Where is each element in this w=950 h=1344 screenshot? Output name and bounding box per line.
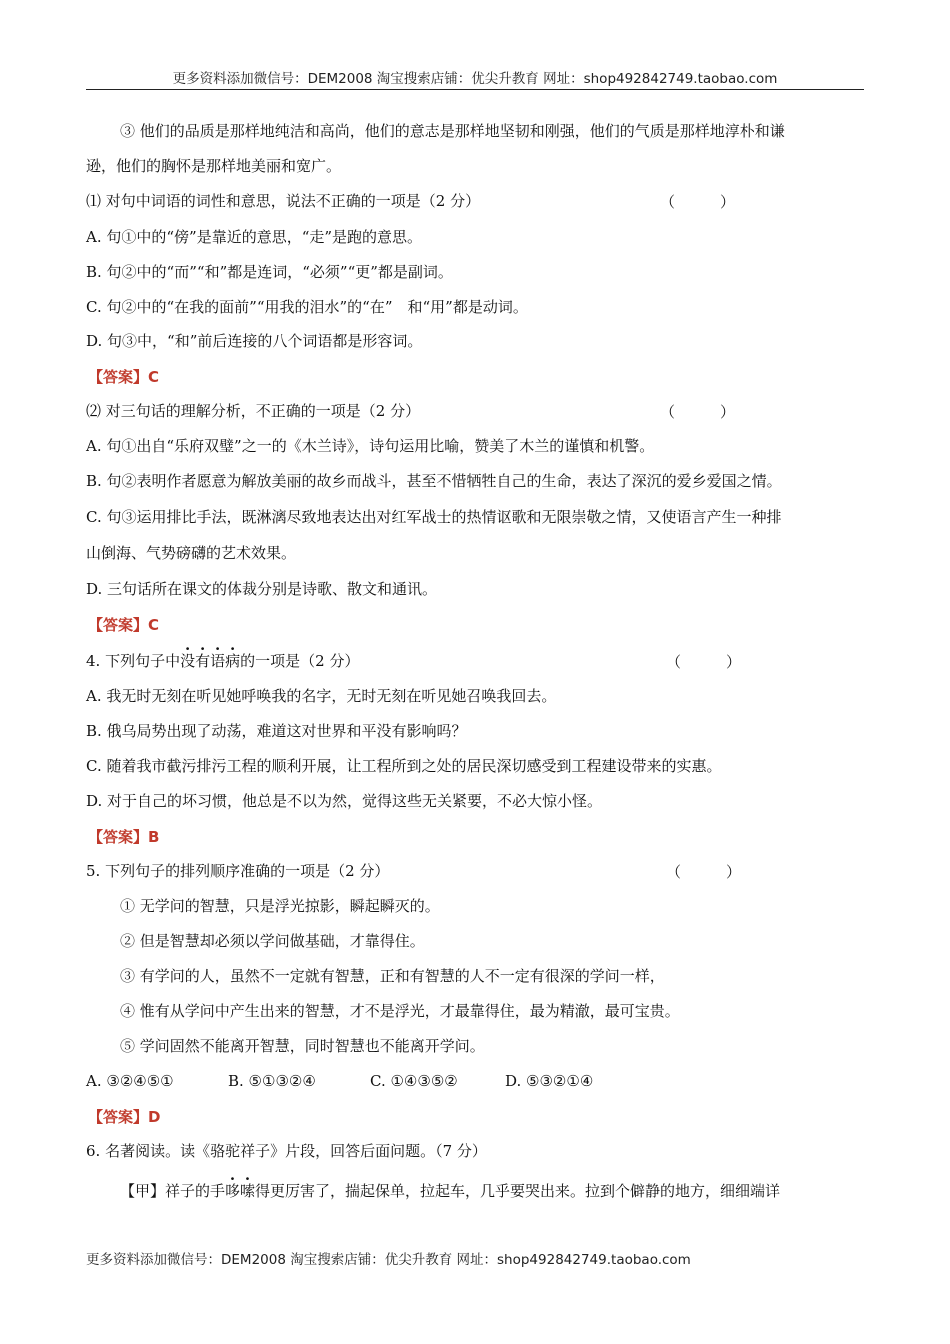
question-3-2-option-b: B. 句②表明作者愿意为解放美丽的故乡而战斗，甚至不惜牺牲自己的生命，表达了深沉的爱乡爱国之情。 bbox=[86, 472, 782, 490]
question-3-2-answer-blank: （ ） bbox=[660, 403, 736, 421]
question-3-2-option-d: D. 三句话所在课文的体裁分别是诗歌、散文和通讯。 bbox=[86, 580, 438, 598]
question-3-1-option-d: D. 句③中，“和”前后连接的八个词语都是形容词。 bbox=[86, 332, 423, 350]
question-5-choice-d: D. ⑤③②①④ bbox=[505, 1072, 594, 1090]
question-6-excerpt-jia bbox=[120, 1181, 780, 1201]
question-3-2-stem: ⑵ 对三句话的理解分析，不正确的一项是（2 分） bbox=[86, 402, 421, 420]
question-3-2-option-c-line1: C. 句③运用排比手法，既淋漓尽致地表达出对红军战士的热情讴歌和无限崇敬之情，又使语言产生一种排 bbox=[86, 508, 782, 526]
excerpt-jia-emphasized-word bbox=[225, 1182, 255, 1200]
question-3-1-answer: 【答案】C bbox=[88, 368, 160, 386]
header-divider bbox=[86, 89, 864, 90]
question-3-1-option-b: B. 句②中的“而”“和”都是连词，“必须”“更”都是副词。 bbox=[86, 263, 453, 281]
question-3-2-option-c-line2: 山倒海、气势磅礴的艺术效果。 bbox=[86, 544, 297, 562]
passage-sentence-3-line2: 逊，他们的胸怀是那样地美丽和宽广。 bbox=[86, 157, 342, 175]
question-5-sentence-5: ⑤ 学问固然不能离开智慧，同时智慧也不能离开学问。 bbox=[120, 1037, 485, 1055]
excerpt-jia-prefix: 【甲】祥子的手 bbox=[120, 1182, 226, 1200]
emphasis-char: 语 bbox=[210, 652, 226, 670]
question-5-choice-c: C. ①④③⑤② bbox=[370, 1072, 458, 1090]
question-4-stem bbox=[86, 651, 359, 671]
question-5-stem: 5. 下列句子的排列顺序准确的一项是（2 分） bbox=[86, 862, 390, 880]
question-4-stem-suffix: 的一项是（2 分） bbox=[240, 652, 360, 670]
question-3-1-option-a: A. 句①中的“傍”是靠近的意思，“走”是跑的意思。 bbox=[86, 228, 423, 246]
question-4-option-a: A. 我无时无刻在听见她呼唤我的名字，无时无刻在听见她召唤我回去。 bbox=[86, 687, 557, 705]
question-5-choice-b: B. ⑤①③②④ bbox=[228, 1072, 316, 1090]
emphasis-char: 嗦 bbox=[240, 1182, 256, 1200]
page-header: 更多资料添加微信号：DEM2008 淘宝搜索店铺：优尖升教育 网址：shop492842749.taobao.com bbox=[172, 71, 778, 87]
emphasis-char: 没 bbox=[180, 652, 196, 670]
question-3-2-answer: 【答案】C bbox=[88, 616, 160, 634]
question-4-option-d: D. 对于自己的坏习惯，他总是不以为然，觉得这些无关紧要，不必大惊小怪。 bbox=[86, 792, 603, 810]
question-6-stem: 6. 名著阅读。读《骆驼祥子》片段，回答后面问题。（7 分） bbox=[86, 1142, 487, 1160]
question-3-1-stem: ⑴ 对句中词语的词性和意思，说法不正确的一项是（2 分） bbox=[86, 192, 481, 210]
excerpt-jia-suffix: 得更厉害了，揣起保单，拉起车，几乎要哭出来。拉到个僻静的地方，细细端详 bbox=[255, 1182, 781, 1200]
emphasis-char: 哆 bbox=[225, 1182, 241, 1200]
page-footer: 更多资料添加微信号：DEM2008 淘宝搜索店铺：优尖升教育 网址：shop492842749.taobao.com bbox=[86, 1252, 691, 1268]
question-3-1-answer-blank: （ ） bbox=[660, 193, 736, 211]
question-3-1-option-c: C. 句②中的“在我的面前”“用我的泪水”的“在” 和“用”都是动词。 bbox=[86, 298, 528, 316]
question-4-emphasized-phrase bbox=[180, 652, 240, 670]
question-3-2-option-a: A. 句①出自“乐府双璧”之一的《木兰诗》，诗句运用比喻，赞美了木兰的谨慎和机警。 bbox=[86, 437, 655, 455]
question-5-sentence-4: ④ 惟有从学问中产生出来的智慧，才不是浮光，才最靠得住，最为精澈，最可宝贵。 bbox=[120, 1002, 680, 1020]
question-4-option-b: B. 俄乌局势出现了动荡，难道这对世界和平没有影响吗？ bbox=[86, 722, 467, 740]
question-5-sentence-3: ③ 有学问的人，虽然不一定就有智慧，正和有智慧的人不一定有很深的学问一样， bbox=[120, 967, 665, 985]
emphasis-char: 有 bbox=[195, 652, 211, 670]
question-4-option-c: C. 随着我市截污排污工程的顺利开展，让工程所到之处的居民深切感受到工程建设带来的实惠。 bbox=[86, 757, 722, 775]
question-5-answer: 【答案】D bbox=[88, 1108, 161, 1126]
question-5-sentence-1: ① 无学问的智慧，只是浮光掠影，瞬起瞬灭的。 bbox=[120, 897, 440, 915]
question-4-answer: 【答案】B bbox=[88, 828, 160, 846]
question-4-answer-blank: （ ） bbox=[666, 653, 742, 671]
question-5-answer-blank: （ ） bbox=[666, 863, 742, 881]
emphasis-char: 病 bbox=[225, 652, 241, 670]
question-4-stem-prefix: 4. 下列句子中 bbox=[86, 652, 181, 670]
question-5-choice-a: A. ③②④⑤① bbox=[86, 1072, 174, 1090]
passage-sentence-3-line1: ③ 他们的品质是那样地纯洁和高尚，他们的意志是那样地坚韧和刚强，他们的气质是那样地淳朴和谦 bbox=[120, 122, 785, 140]
question-5-sentence-2: ② 但是智慧却必须以学问做基础，才靠得住。 bbox=[120, 932, 425, 950]
